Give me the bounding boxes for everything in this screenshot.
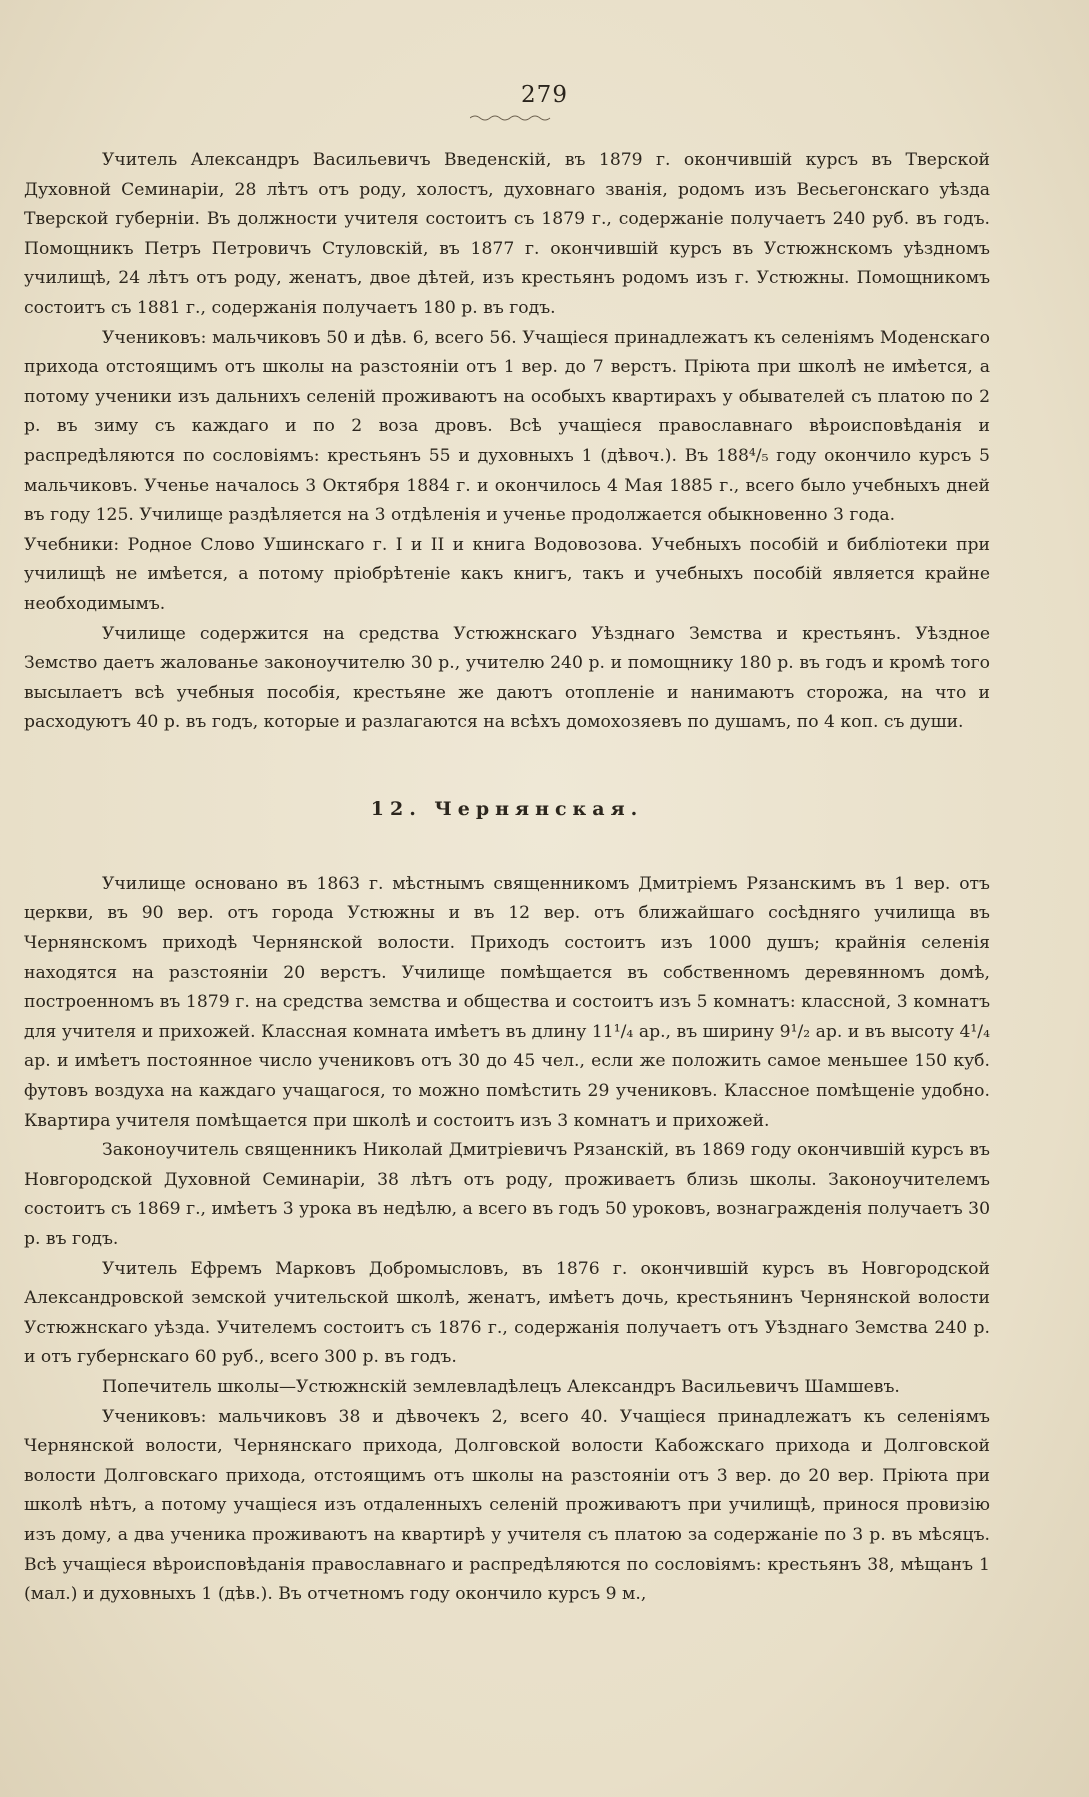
page-number: 279 (521, 82, 568, 108)
paragraph: Училище содержится на средства Устюжнскаго Уѣзднаго Земства и крестьянъ. Уѣздное Земство даетъ жалованье законоучителю 30 р., учителю 240 р. и помощнику 180 р. въ годъ и кромѣ того высылаетъ всѣ учебныя пособія, крестьяне же даютъ отопленіе и нанимаютъ сторожа, на что и расходуютъ 40 р. въ годъ, которые и разлагаются на всѣхъ домохозяевъ по душамъ, по 4 коп. съ души. (24, 623, 990, 733)
paragraph: Попечитель школы—Устюжнскій землевладѣлецъ Александръ Васильевичъ Шамшевъ. (102, 1376, 900, 1397)
paragraph: Учитель Александръ Васильевичъ Введенскій, въ 1879 г. окончившій курсъ въ Тверской Духовной Семинаріи, 28 лѣтъ отъ роду, холостъ, духовнаго званія, родомъ изъ Весьегонскаго уѣзда Тверской губерніи. Въ должности учителя состоитъ съ 1879 г., содержаніе получаетъ 240 руб. въ годъ. Помощникъ Петръ Петровичъ Стуловскій, въ 1877 г. окончившій курсъ въ Устюжнскомъ уѣздномъ училищѣ, 24 лѣтъ отъ роду, женатъ, двое дѣтей, изъ крестьянъ родомъ изъ г. Устюжны. Помощникомъ состоитъ съ 1881 г., содержанія получаетъ 180 р. въ годъ. (24, 150, 990, 318)
paragraph: Учебники: Родное Слово Ушинскаго г. I и II и книга Водовозова. Учебныхъ пособій и библіотеки при училищѣ не имѣется, а потому пріобрѣтеніе какъ книгъ, такъ и учебныхъ пособій является крайне необходимымъ. (24, 534, 990, 614)
section-heading: 12. Чернянская. (370, 797, 644, 820)
paragraph: Учениковъ: мальчиковъ 50 и дѣв. 6, всего 56. Учащіеся принадлежатъ къ селеніямъ Моденскаго прихода отстоящимъ отъ школы на разстояніи отъ 1 вер. до 7 верстъ. Пріюта при школѣ не имѣется, а потому ученики изъ дальнихъ селеній проживаютъ на особыхъ квартирахъ у обывателей съ платою по 2 р. въ зиму съ каждаго и по 2 воза дровъ. Всѣ учащіеся православнаго вѣроисповѣданія и распредѣляются по сословіямъ: крестьянъ 55 и духовныхъ 1 (дѣвоч.). Въ 188⁴/₅ году окончило курсъ 5 мальчиковъ. Ученье началось 3 Октября 1884 г. и окончилось 4 Мая 1885 г., всего было учебныхъ дней въ году 125. Училище раздѣляется на 3 отдѣленія и ученье продолжается обыкновенно 3 года. (24, 327, 990, 526)
paragraph: Законоучитель священникъ Николай Дмитріевичъ Рязанскій, въ 1869 году окончившій курсъ въ Новгородской Духовной Семинаріи, 38 лѣтъ отъ роду, проживаетъ близь школы. Законоучителемъ состоитъ съ 1869 г., имѣетъ 3 урока въ недѣлю, а всего въ годъ 50 уроковъ, вознагражденія получаетъ 30 р. въ годъ. (24, 1140, 990, 1249)
paragraph: Училище основано въ 1863 г. мѣстнымъ священникомъ Дмитріемъ Рязанскимъ въ 1 вер. отъ церкви, въ 90 вер. отъ города Устюжны и въ 12 вер. отъ ближайшаго сосѣдняго училища въ Чернянскомъ приходѣ Чернянской волости. Приходъ состоитъ изъ 1000 душъ; крайнія селенія находятся на разстояніи 20 верстъ. Училище помѣщается въ собственномъ деревянномъ домѣ, построенномъ въ 1879 г. на средства земства и общества и состоитъ изъ 5 комнатъ: классной, 3 комнатъ для учителя и прихожей. Классная комната имѣетъ въ длину 11¹/₄ ар., въ ширину 9¹/₂ ар. и въ высоту 4¹/₄ ар. и имѣетъ постоянное число учениковъ отъ 30 до 45 чел., если же положить самое меньшее 150 куб. футовъ воздуха на каждаго учащагося, то можно помѣстить 29 учениковъ. Классное помѣщеніе удобно. Квартира учителя помѣщается при школѣ и состоитъ изъ 3 комнатъ и прихожей. (24, 873, 990, 1131)
paragraph: Учениковъ: мальчиковъ 38 и дѣвочекъ 2, всего 40. Учащіеся принадлежатъ къ селеніямъ Чернянской волости, Чернянскаго прихода, Долговской волости Кабожскаго прихода и Долговской волости Долговскаго прихода, отстоящимъ отъ школы на разстояніи отъ 3 вер. до 20 вер. Пріюта при школѣ нѣтъ, а потому учащіеся изъ отдаленныхъ селеній проживаютъ при училищѣ, принося провизію изъ дому, а два ученика проживаютъ на квартирѣ у учителя съ платою за содержаніе по 3 р. въ мѣсяцъ. Всѣ учащіеся вѣроисповѣданія православнаго и распредѣляются по сословіямъ: крестьянъ 38, мѣщанъ 1 (мал.) и духовныхъ 1 (дѣв.). Въ отчетномъ году окончило курсъ 9 м., (24, 1406, 990, 1605)
ornament-divider (470, 114, 552, 122)
paragraph: Учитель Ефремъ Марковъ Добромысловъ, въ 1876 г. окончившій курсъ въ Новгородской Александровской земской учительской школѣ, женатъ, имѣетъ дочь, крестьянинъ Чернянской волости Устюжнскаго уѣзда. Учителемъ состоитъ съ 1876 г., содержанія получаетъ отъ Уѣзднаго Земства 240 р. и отъ губернскаго 60 руб., всего 300 р. въ годъ. (24, 1258, 990, 1368)
document-body (24, 146, 990, 1610)
